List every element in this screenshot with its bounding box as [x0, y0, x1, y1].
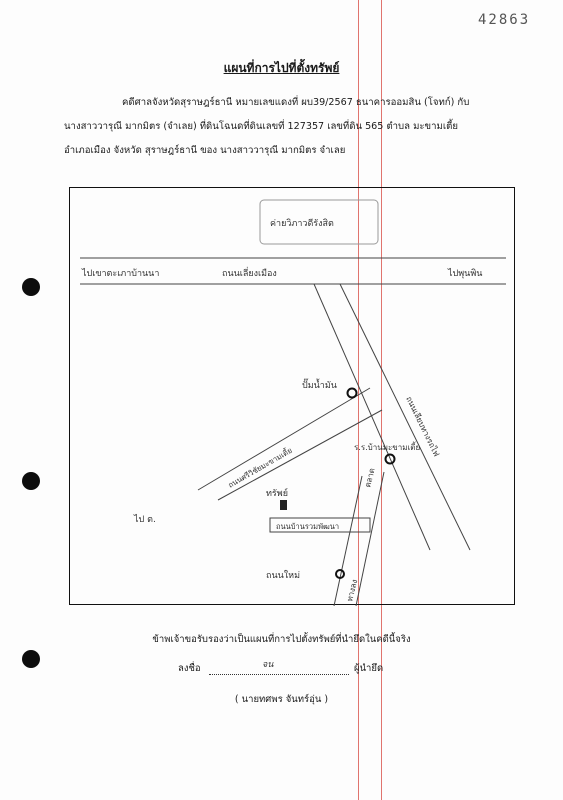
soi-label: ถนนบ้านรวมพัฒนา: [276, 522, 340, 531]
diag-road-edge: [340, 284, 470, 550]
side-road-edge: [356, 472, 384, 606]
left-bottom-arrow-label: ไป ต.: [134, 515, 156, 525]
punch-hole: [22, 278, 40, 296]
left-road-edge: [218, 410, 382, 500]
certification-text: ข้าพเจ้าขอรับรองว่าเป็นแผนที่การไปตั้งทรัพย์ที่นำยึดในคดีนี้จริง: [152, 634, 411, 645]
intro-line: คดีศาลจังหวัดสุราษฎร์ธานี หมายเลขแดงที่ ผบ39/2567 ธนาคารออมสิน (โจทก์) กับ: [122, 97, 470, 108]
bottom-left-label: ถนนใหม่: [266, 571, 301, 581]
file-number: 42863: [478, 12, 531, 28]
printed-name: ( นายทศพร จันทร์อุ่น ): [234, 694, 329, 705]
left-road-edge: [198, 388, 370, 490]
main-road-label: ถนนเลี่ยงเมือง: [222, 269, 277, 279]
sign-label: ลงชื่อ: [178, 663, 201, 674]
location-map: [69, 187, 515, 605]
punch-hole: [22, 650, 40, 668]
signature-line: [209, 674, 349, 675]
diag-road-label: ถนนเลียบทางรถไฟ: [404, 394, 442, 458]
right-arrow-label: ไปพุนพิน: [448, 269, 483, 279]
property-label: ทรัพย์: [266, 489, 288, 499]
school-label: ร.ร.บ้านมะขามเตี้ย: [354, 443, 421, 452]
property-marker: [280, 500, 287, 510]
camp-label: ค่ายวิภาวดีรังสิต: [270, 219, 334, 229]
left-arrow-label: ไปเขาตะเภาบ้านนา: [82, 269, 160, 279]
pump-marker: [348, 389, 357, 398]
signature: จน: [262, 660, 274, 670]
pump-label: ปั๊มน้ำมัน: [302, 381, 337, 391]
diag-left-road-label: ถนนศรีวิชัยมะขามเตี้ย: [226, 445, 294, 490]
punch-hole: [22, 472, 40, 490]
page-title: แผนที่การไปที่ตั้งทรัพย์: [223, 61, 340, 75]
intro-text: [64, 91, 504, 163]
signer-role: ผู้นำยึด: [354, 663, 384, 674]
intro-line: นางสาววารุณี มากมิตร (จำเลย) ที่ดินโฉนดที่ดินเลขที่ 127357 เลขที่ดิน 565 ตำบล มะขามเตี้ย: [64, 121, 458, 132]
map-drawing: [70, 188, 516, 606]
market-label: ตลาด: [363, 467, 377, 489]
intro-line: อำเภอเมือง จังหวัด สุราษฎร์ธานี ของ นางสาววารุณี มากมิตร จำเลย: [64, 145, 346, 156]
bottom-vertical-label: ทางลง: [345, 578, 360, 603]
diag-road-edge: [314, 284, 430, 550]
